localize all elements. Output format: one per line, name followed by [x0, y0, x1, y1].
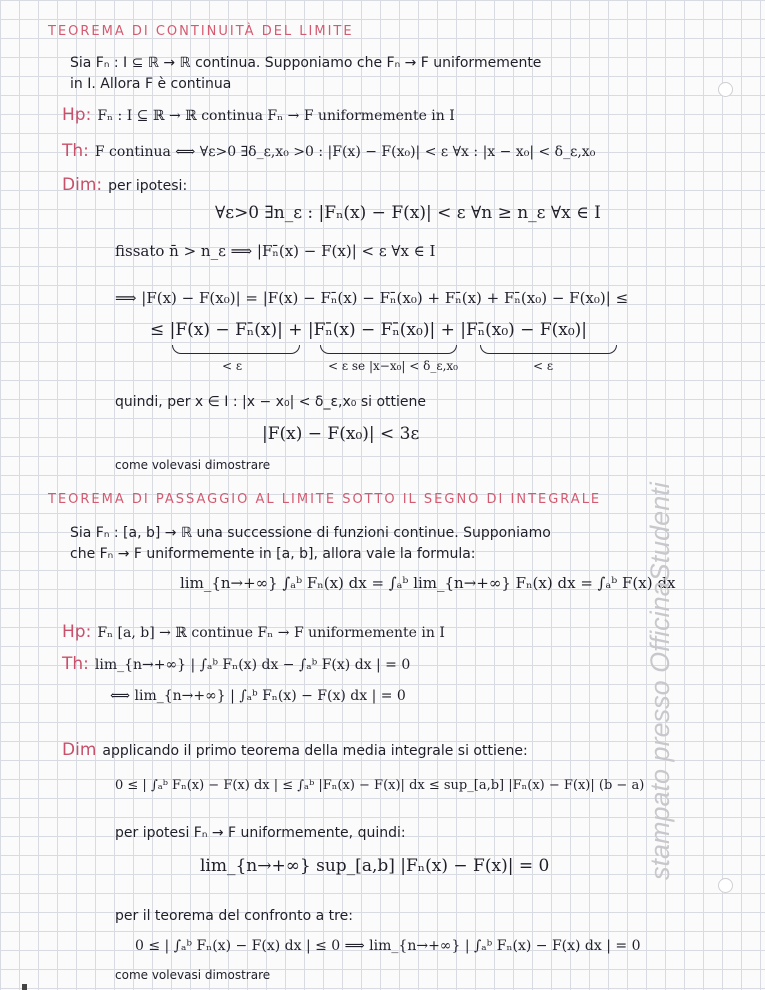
hypothesis2-text: Fₙ [a, b] → ℝ continue Fₙ → F uniformemente in I: [97, 625, 445, 641]
page-edge-mark: [22, 984, 27, 990]
proof-label: Dim:: [62, 175, 103, 195]
equation-sup-limit: lim_{n→+∞} sup_[a,b] |Fₙ(x) − F(x)| = 0: [200, 856, 550, 876]
equation-uniform-convergence: ∀ε>0 ∃n_ε : |Fₙ(x) − F(x)| < ε ∀n ≥ n_ε ∀x ∈ I: [215, 203, 601, 223]
theorem-statement-line-2: in I. Allora F è continua: [70, 76, 232, 92]
thesis2-text-1: lim_{n→+∞} | ∫ₐᵇ Fₙ(x) dx − ∫ₐᵇ F(x) dx | = 0: [94, 657, 411, 673]
thesis2-text-2: ⟺ lim_{n→+∞} | ∫ₐᵇ Fₙ(x) − F(x) dx | = 0: [110, 688, 406, 704]
proof-row: [62, 175, 187, 195]
proof2-label: Dim: [62, 740, 97, 760]
thesis-row: [62, 141, 595, 161]
theorem2-statement-line-2: che Fₙ → F uniformemente in [a, b], allora vale la formula:: [70, 546, 476, 562]
proof2-row: [62, 740, 528, 760]
thesis2-row: [62, 654, 410, 674]
underbrace-label-3: < ε: [533, 359, 554, 373]
qed-1: come volevasi dimostrare: [115, 458, 271, 472]
thesis-text: F continua ⟺ ∀ε>0 ∃δ_ε,x₀ >0 : |F(x) − F(x₀)| < ε ∀x : |x − x₀| < δ_ε,x₀: [94, 144, 596, 160]
underbrace-3: [480, 345, 617, 354]
theorem2-statement-line-1: Sia Fₙ : [a, b] → ℝ una successione di funzioni continue. Supponiamo: [70, 525, 551, 541]
qed-2: come volevasi dimostrare: [115, 968, 271, 982]
hypothesis-text: Fₙ : I ⊆ ℝ → ℝ continua Fₙ → F uniformemente in I: [97, 108, 455, 124]
hypothesis2-label: Hp:: [62, 622, 92, 642]
hypothesis-label: Hp:: [62, 105, 92, 125]
underbrace-2: [320, 345, 457, 354]
underbrace-label-2: < ε se |x−x₀| < δ_ε,x₀: [328, 359, 458, 373]
proof2-confronto: per il teorema del confronto a tre:: [115, 908, 353, 924]
hypothesis-row: [62, 105, 455, 125]
equation-squeeze: 0 ≤ | ∫ₐᵇ Fₙ(x) − F(x) dx | ≤ 0 ⟹ lim_{n→+∞} | ∫ₐᵇ Fₙ(x) − F(x) dx | = 0: [135, 938, 641, 954]
thesis-label: Th:: [62, 141, 89, 161]
equation-mean-value-bound: 0 ≤ | ∫ₐᵇ Fₙ(x) − F(x) dx | ≤ ∫ₐᵇ |Fₙ(x) − F(x)| dx ≤ sup_[a,b] |Fₙ(x) − F(x)| (b − a): [115, 778, 645, 793]
underbrace-label-1: < ε: [222, 359, 243, 373]
section-title-continuity: TEOREMA DI CONTINUITÀ DEL LIMITE: [48, 24, 354, 39]
section-title-limit-integral: TEOREMA DI PASSAGGIO AL LIMITE SOTTO IL SEGNO DI INTEGRALE: [48, 492, 602, 507]
proof-quindi: quindi, per x ∈ I : |x − x₀| < δ_ε,x₀ si ottiene: [115, 394, 427, 410]
formula-limit-integral: lim_{n→+∞} ∫ₐᵇ Fₙ(x) dx = ∫ₐᵇ lim_{n→+∞} Fₙ(x) dx = ∫ₐᵇ F(x) dx: [180, 574, 676, 592]
theorem-statement-line-1: Sia Fₙ : I ⊆ ℝ → ℝ continua. Supponiamo che Fₙ → F uniformemente: [70, 55, 542, 71]
underbrace-1: [172, 345, 300, 354]
thesis2-label: Th:: [62, 654, 89, 674]
equation-triangle-expansion: ⟹ |F(x) − F(x₀)| = |F(x) − Fₙ̄(x) − Fₙ̄(x₀) + Fₙ̄(x) + Fₙ̄(x₀) − F(x₀)| ≤: [115, 289, 629, 307]
proof-intro: per ipotesi:: [108, 178, 188, 194]
equation-triangle-inequality: ≤ |F(x) − Fₙ̄(x)| + |Fₙ̄(x) − Fₙ̄(x₀)| + |Fₙ̄(x₀) − F(x₀)|: [150, 320, 588, 340]
binder-hole-bottom: [718, 878, 733, 893]
proof2-intro: applicando il primo teorema della media integrale si ottiene:: [102, 743, 528, 759]
equation-fixed-n: fissato n̄ > n_ε ⟹ |Fₙ̄(x) − F(x)| < ε ∀x ∈ I: [115, 242, 436, 260]
watermark-text: stampato presso OfficinaStudenti: [645, 482, 675, 880]
binder-hole-top: [718, 82, 733, 97]
equation-3-epsilon: |F(x) − F(x₀)| < 3ε: [262, 424, 420, 444]
proof2-per-ipotesi: per ipotesi Fₙ → F uniformemente, quindi:: [115, 825, 406, 841]
hypothesis2-row: [62, 622, 445, 642]
